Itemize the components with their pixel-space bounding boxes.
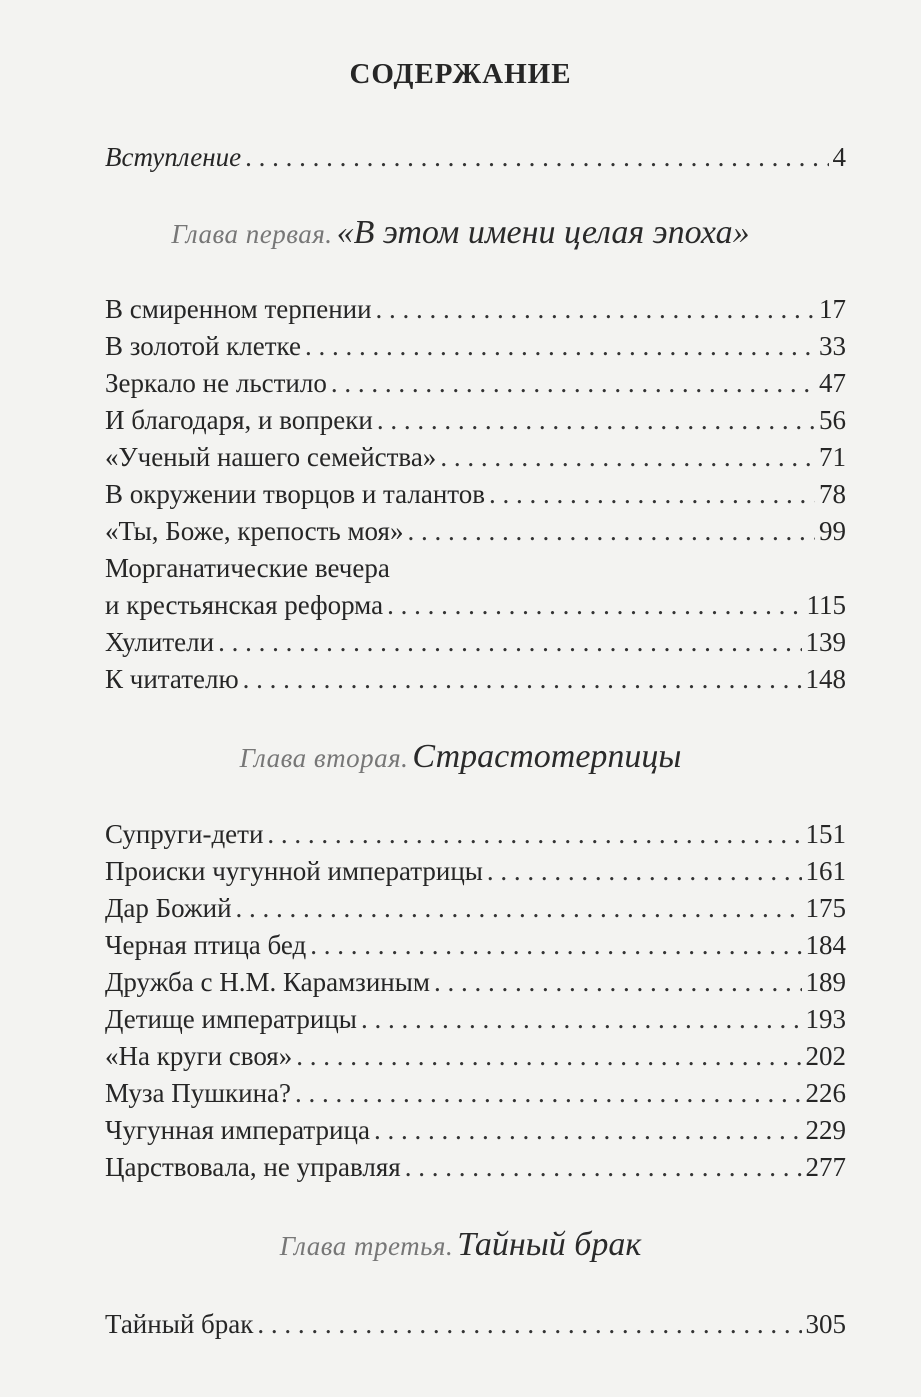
toc-entry [105, 440, 846, 474]
entry-label: В окружении творцов и талантов [105, 479, 486, 509]
dot-leader [243, 662, 802, 696]
toc-entry [105, 1113, 846, 1147]
toc-entry [105, 1002, 846, 1036]
toc-heading: СОДЕРЖАНИЕ [349, 58, 572, 90]
entry-label: Дружба с Н.М. Карамзиным [105, 967, 430, 997]
dot-leader [407, 514, 815, 548]
toc-entry-intro [105, 140, 846, 174]
toc-entry [105, 514, 846, 548]
entry-label: И благодаря, и вопреки [105, 405, 373, 435]
entry-page: 193 [805, 1004, 846, 1034]
entry-page: 71 [819, 442, 846, 472]
dot-leader [331, 366, 815, 400]
dot-leader [310, 928, 801, 962]
dot-leader [267, 817, 801, 851]
entry-label: В золотой клетке [105, 331, 301, 361]
dot-leader [374, 1113, 802, 1147]
dot-leader [305, 329, 815, 363]
entry-page: 184 [805, 930, 846, 960]
entry-label: Тайный брак [105, 1309, 254, 1339]
entry-page: 161 [805, 856, 846, 886]
dot-leader [257, 1307, 801, 1341]
toc-entry [105, 588, 846, 622]
dot-leader [361, 1002, 802, 1036]
entry-label: Черная птица бед [105, 930, 307, 960]
entry-page: 151 [805, 819, 846, 849]
entry-page: 139 [805, 627, 846, 657]
entry-label: Происки чугунной императрицы [105, 856, 483, 886]
entry-label: «Ты, Боже, крепость моя» [105, 516, 404, 546]
toc-entry [105, 817, 846, 851]
chapter-name: Страстотерпицы [412, 738, 682, 775]
entry-page: 33 [819, 331, 846, 361]
entry-page: 99 [819, 516, 846, 546]
entry-page: 148 [805, 664, 846, 694]
toc-entry [105, 1150, 846, 1184]
dot-leader [405, 1150, 802, 1184]
chapter-prefix: Глава вторая. [239, 743, 409, 773]
toc-entry [105, 366, 846, 400]
toc-entry [105, 292, 846, 326]
toc-entry [105, 854, 846, 888]
entry-label: Хулители [105, 627, 215, 657]
entry-label: Дар Божий [105, 893, 232, 923]
toc-entry [105, 928, 846, 962]
entry-label: К читателю [105, 664, 239, 694]
entry-page: 56 [819, 405, 846, 435]
dot-leader [236, 891, 802, 925]
entry-page: 115 [806, 590, 846, 620]
toc-entry [105, 403, 846, 437]
entry-page: 189 [805, 967, 846, 997]
entry-label: Царствовала, не управляя [105, 1152, 401, 1182]
entry-label: Вступление [105, 142, 242, 172]
entry-label: «На круги своя» [105, 1041, 293, 1071]
chapter-1-heading [0, 214, 921, 252]
dot-leader [434, 965, 802, 999]
dot-leader [489, 477, 815, 511]
entry-page: 305 [805, 1309, 846, 1339]
entry-label: Детище императрицы [105, 1004, 357, 1034]
entry-page: 175 [805, 893, 846, 923]
dot-leader [296, 1039, 801, 1073]
entry-label: Муза Пушкина? [105, 1078, 292, 1108]
toc-entry [105, 329, 846, 363]
dot-leader [440, 440, 815, 474]
dot-leader [387, 588, 802, 622]
toc-entry [105, 1076, 846, 1110]
entry-page: 277 [805, 1152, 846, 1182]
entry-page: 226 [805, 1078, 846, 1108]
dot-leader [377, 403, 815, 437]
chapter-prefix: Глава третья. [279, 1231, 454, 1261]
dot-leader [295, 1076, 801, 1110]
dot-leader [487, 854, 802, 888]
entry-page: 78 [819, 479, 846, 509]
toc-entry [105, 1307, 846, 1341]
toc-entry [105, 891, 846, 925]
toc-entry [105, 477, 846, 511]
toc-entry [105, 965, 846, 999]
entry-label-line: Морганатические вечера [105, 553, 390, 583]
chapter-name: «В этом имени целая эпоха» [336, 214, 750, 251]
entry-page: 47 [819, 368, 846, 398]
chapter-3-heading [0, 1226, 921, 1264]
chapter-name: Тайный брак [457, 1226, 642, 1263]
dot-leader [245, 140, 828, 174]
chapter-2-heading [0, 738, 921, 776]
chapter-prefix: Глава первая. [171, 219, 333, 249]
entry-page: 229 [805, 1115, 846, 1145]
entry-label: Зеркало не льстило [105, 368, 327, 398]
dot-leader [218, 625, 801, 659]
toc-entry [105, 625, 846, 659]
entry-label: «Ученый нашего семейства» [105, 442, 437, 472]
dot-leader [376, 292, 815, 326]
entry-label: Супруги-дети [105, 819, 264, 849]
entry-page: 202 [805, 1041, 846, 1071]
entry-page: 4 [832, 142, 846, 172]
entry-label: Чугунная императрица [105, 1115, 370, 1145]
entry-label: В смиренном терпении [105, 294, 372, 324]
entry-label: и крестьянская реформа [105, 590, 384, 620]
toc-entry [105, 662, 846, 696]
entry-page: 17 [819, 294, 846, 324]
toc-entry [105, 1039, 846, 1073]
